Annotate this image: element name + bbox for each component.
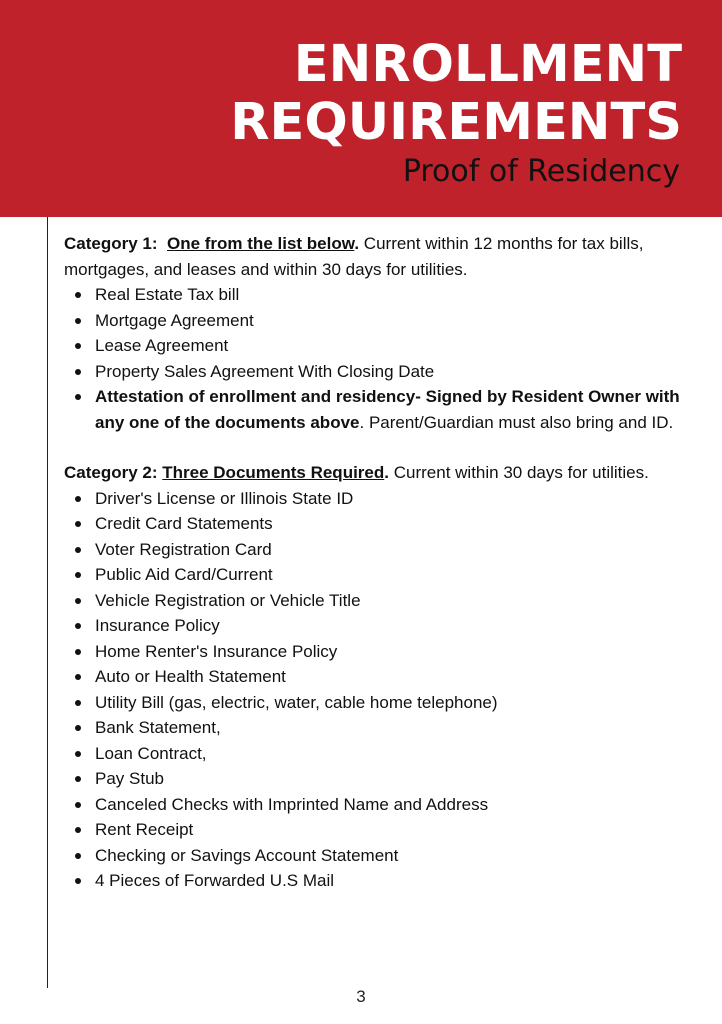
list-item: Bank Statement, xyxy=(95,715,684,741)
list-item: Canceled Checks with Imprinted Name and Address xyxy=(95,792,684,818)
list-item: Real Estate Tax bill xyxy=(95,282,684,308)
list-item: Utility Bill (gas, electric, water, cable home telephone) xyxy=(95,690,684,716)
list-item: Rent Receipt xyxy=(95,817,684,843)
attestation-rest-text: . Parent/Guardian must also bring and ID. xyxy=(359,412,674,432)
category-1-list xyxy=(64,282,684,435)
list-item: Voter Registration Card xyxy=(95,537,684,563)
list-item: Home Renter's Insurance Policy xyxy=(95,639,684,665)
category-2-period: . xyxy=(384,463,389,482)
list-item: Pay Stub xyxy=(95,766,684,792)
left-margin-rule xyxy=(47,217,48,988)
section-spacer xyxy=(64,435,684,460)
list-item: Public Aid Card/Current xyxy=(95,562,684,588)
list-item: Mortgage Agreement xyxy=(95,308,684,334)
list-item: Insurance Policy xyxy=(95,613,684,639)
list-item: Loan Contract, xyxy=(95,741,684,767)
page-subtitle: Proof of Residency xyxy=(402,154,680,189)
category-2-note: Current within 30 days for utilities. xyxy=(393,463,649,482)
list-item: Checking or Savings Account Statement xyxy=(95,843,684,869)
page-title xyxy=(230,36,682,152)
header-banner xyxy=(0,0,722,217)
content-body xyxy=(64,231,684,894)
title-line-2: REQUIREMENTS xyxy=(230,93,682,152)
attestation-item xyxy=(95,384,684,435)
category-2-list xyxy=(64,486,684,894)
category-1-period: . xyxy=(354,234,360,253)
attestation-bold-text: Attestation of enrollment and residency- Signed by Resident Owner with any one of the documents above xyxy=(95,387,680,432)
category-2-heading: Three Documents Required xyxy=(162,463,385,482)
category-1-intro xyxy=(64,231,684,282)
list-item: Driver's License or Illinois State ID xyxy=(95,486,684,512)
list-item: 4 Pieces of Forwarded U.S Mail xyxy=(95,868,684,894)
list-item: Lease Agreement xyxy=(95,333,684,359)
page-number: 3 xyxy=(356,987,366,1006)
category-1-heading: One from the list below xyxy=(166,234,355,253)
list-item: Auto or Health Statement xyxy=(95,664,684,690)
category-1-label: Category 1: xyxy=(64,234,158,253)
list-item: Vehicle Registration or Vehicle Title xyxy=(95,588,684,614)
category-2-intro xyxy=(64,460,684,486)
category-2-label: Category 2: xyxy=(64,463,158,482)
title-line-1: ENROLLMENT xyxy=(293,35,682,94)
list-item: Property Sales Agreement With Closing Date xyxy=(95,359,684,385)
category-1-note: Current within 12 months for tax bills, mortgages, and leases and within 30 days for utilities. xyxy=(64,234,644,279)
list-item: Credit Card Statements xyxy=(95,511,684,537)
